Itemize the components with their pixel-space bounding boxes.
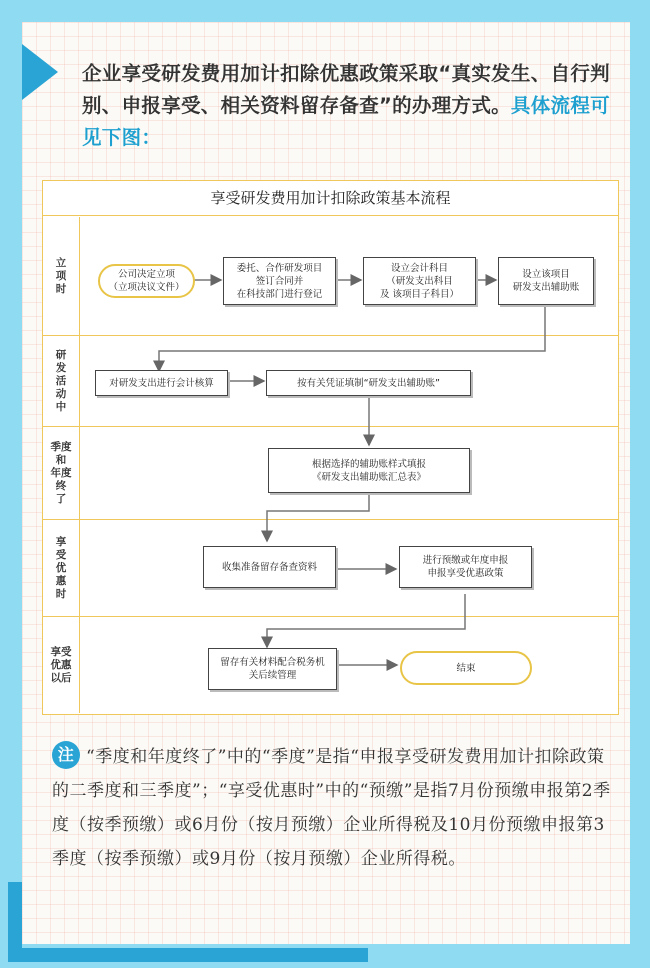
entrust-contract-box: 委托、合作研发项目 签订合同并 在科技部门进行登记 xyxy=(223,257,336,305)
fill-ledger-box: 按有关凭证填制“研发支出辅助账” xyxy=(266,370,471,396)
flowchart-title: 享受研发费用加计扣除政策基本流程 xyxy=(43,181,618,216)
lane-label-quarter-year-end: 季度 和 年度 终 了 xyxy=(43,427,80,519)
end-node: 结束 xyxy=(400,651,532,685)
collect-materials-box: 收集准备留存备查资料 xyxy=(203,546,336,588)
lane-label-after-benefit: 享受 优惠 以后 xyxy=(43,617,80,713)
accounting-box: 对研发支出进行会计核算 xyxy=(95,370,228,396)
note-text: “季度和年度终了”中的“季度”是指“申报享受研发费用加计扣除政策的二季度和三季度”；“享受优惠时”中的“预缴”是指7月份预缴申报第2季度（按季预缴）或6月份（按月预缴）企业所得税及10月份预缴申报第3季度（按季预缴）或9月份（按月预缴）企业所得税。 xyxy=(52,747,611,869)
flowchart xyxy=(42,180,619,715)
decorative-tab xyxy=(22,44,58,100)
intro-text: 企业享受研发费用加计扣除优惠政策采取“真实发生、自行判别、申报享受、相关资料留存备查”的办理方式。 xyxy=(82,62,610,117)
arrow xyxy=(267,594,465,647)
decorative-corner-horizontal xyxy=(8,948,368,962)
lane-label-project-start: 立 项 时 xyxy=(43,217,80,335)
note-paragraph xyxy=(52,740,618,876)
set-ledger-box: 设立该项目 研发支出辅助账 xyxy=(498,257,594,305)
arrow xyxy=(159,306,545,371)
intro-paragraph xyxy=(82,58,620,154)
lane-label-enjoy-benefit: 享 受 优 惠 时 xyxy=(43,520,80,616)
set-account-box: 设立会计科目 （研发支出科目 及 该项目子科目） xyxy=(363,257,476,305)
summary-table-box: 根据选择的辅助账样式填报 《研发支出辅助账汇总表》 xyxy=(268,448,470,493)
start-node: 公司决定立项 （立项决议文件） xyxy=(98,264,195,298)
lane-label-rd-activity: 研 发 活 动 中 xyxy=(43,336,80,426)
declare-box: 进行预缴或年度申报 申报享受优惠政策 xyxy=(399,546,532,588)
intro-highlight: 具体流程可见下图： xyxy=(82,94,610,149)
retain-materials-box: 留存有关材料配合税务机 关后续管理 xyxy=(208,648,337,690)
note-badge: 注 xyxy=(52,741,80,769)
arrow xyxy=(267,494,369,541)
